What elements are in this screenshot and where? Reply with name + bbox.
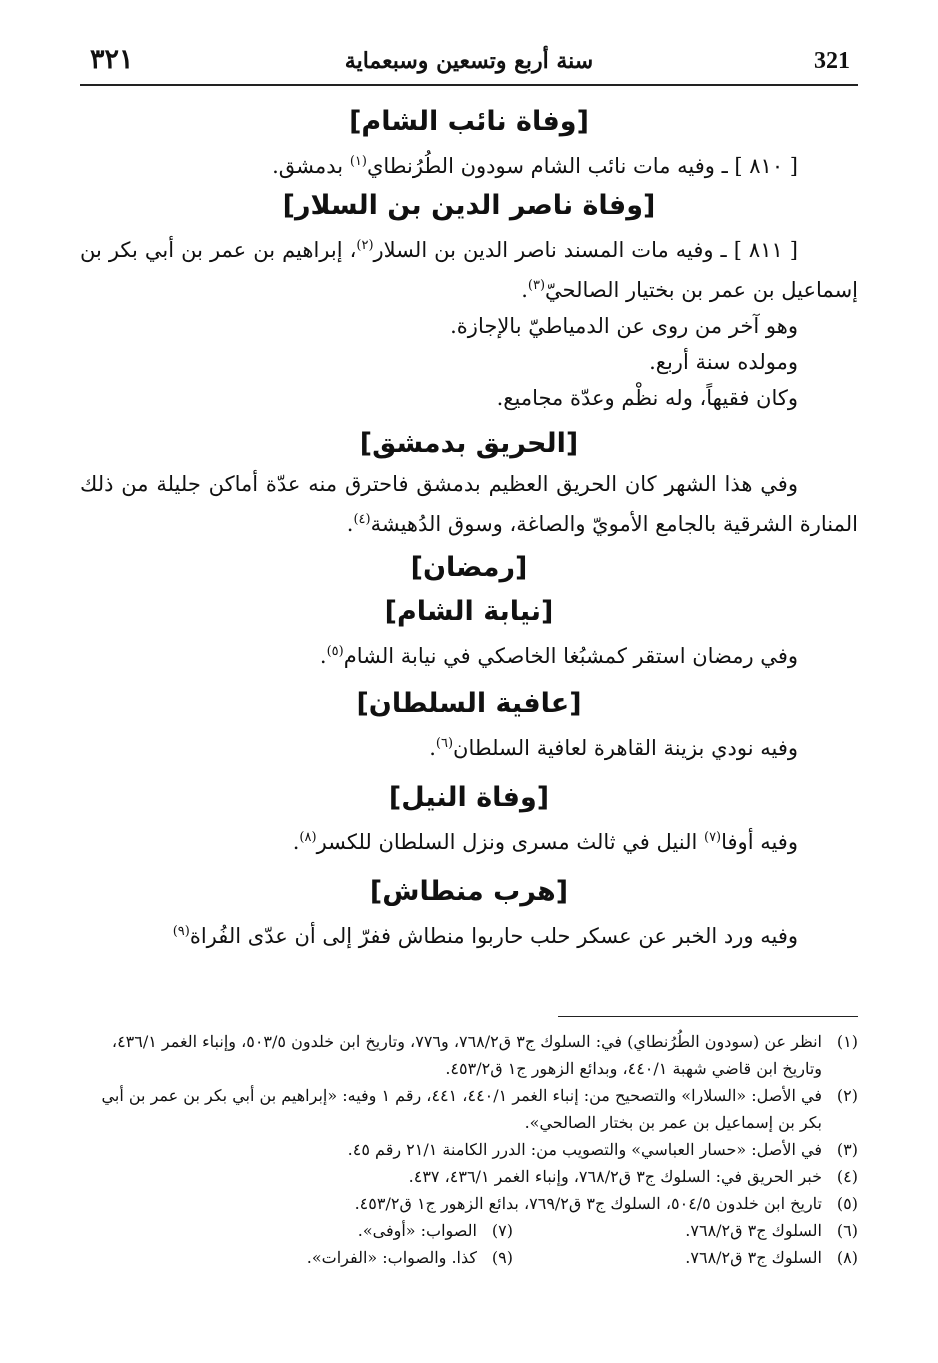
main-text (80, 100, 858, 954)
footnote-ref[interactable]: (٨) (299, 830, 317, 845)
footnote: (٤) خبر الحريق في: السلوك ج٣ ق٧٦٨/٢، وإنباء الغمر ٤٣٦/١، ٤٣٧. (408, 1167, 858, 1186)
section-heading: [عافية السلطان] (356, 688, 582, 719)
page-number-arabic: ٣٢١ (90, 44, 134, 75)
paragraph: وفيه ورد الخبر عن عسكر حلب حاربوا منطاش ففرّ إلى أن عدّى الفُراة$^{(٩)}$ (172, 924, 798, 948)
paragraph: وفيه نودي بزينة القاهرة لعافية السلطان$^{(٦)}$. (429, 736, 798, 760)
footnote-ref[interactable]: (٢) (356, 238, 374, 253)
footnote-row (80, 1244, 858, 1271)
section-heading: [الحريق بدمشق] (359, 428, 579, 459)
paragraph: [ ٨١٠ ] ـ وفيه مات نائب الشام سودون الطُرُنطاي$^{(١)}$ بدمشق. (272, 154, 798, 178)
paragraph: [ ٨١١ ] ـ وفيه مات المسند ناصر الدين بن السلار$^{(٢)}$، إبراهيم بن عمر بن أبي بكر بن إسماعيل بن عمر بن بختيار الصالحيّ$^{(٣)}$. (80, 238, 858, 302)
footnote: (١) انظر عن (سودون الطُرُنطاي) في: السلوك ج٣ ق٧٦٨/٢، و٧٧٦، وتاريخ ابن خلدون ٥٠٣/٥، وإنباء الغمر ٤٣٦/١، وتاريخ ابن قاضي شهبة ٤٤٠/١، وبدائع الزهور ج١ ق٤٥٣/٢. (111, 1032, 858, 1078)
footnote-ref[interactable]: (١) (349, 154, 367, 169)
page-header (80, 40, 858, 86)
footnote: (٧) الصواب: «أوفى». (357, 1221, 513, 1240)
footnote-ref[interactable]: (٥) (326, 644, 344, 659)
section-heading: [وفاة النيل] (388, 782, 550, 813)
footnote-divider (558, 1016, 858, 1017)
footnote-ref[interactable]: (٣) (527, 278, 546, 293)
paragraph: وفيه أوفا$^{(٧)}$ النيل في ثالث مسرى ونزل السلطان للكسر$^{(٨)}$. (292, 830, 798, 854)
paragraph: وفي رمضان استقر كمشبُغا الخاصكي في نيابة الشام$^{(٥)}$. (319, 644, 798, 668)
paragraph: ومولده سنة أربع. (649, 350, 798, 374)
section-heading: [رمضان] (410, 552, 528, 583)
footnotes (80, 1028, 858, 1271)
footnote-row (80, 1217, 858, 1244)
page-number-latin: 321 (814, 48, 850, 74)
footnote: (٣) في الأصل: «حسار العباسي» والتصويب من: الدرر الكامنة ٢١/١ رقم ٤٥. (347, 1140, 858, 1159)
footnote: (٥) تاريخ ابن خلدون ٥٠٤/٥، السلوك ج٣ ق٧٦٩/٢، بدائع الزهور ج١ ق٤٥٣/٢. (354, 1194, 858, 1213)
paragraph: وكان فقيهاً، وله نظْم وعدّة مجاميع. (496, 386, 798, 410)
section-heading: [وفاة نائب الشام] (349, 106, 589, 137)
running-title: سنة أربع وتسعين وسبعماية (344, 48, 594, 74)
footnote-ref[interactable]: (٩) (172, 924, 190, 939)
footnote-ref[interactable]: (٤) (353, 512, 371, 527)
footnote-ref[interactable]: (٧) (703, 830, 722, 845)
section-heading: [وفاة ناصر الدين بن السلار] (282, 190, 656, 221)
section-heading: [نيابة الشام] (384, 596, 554, 627)
footnote: (٦) السلوك ج٣ ق٧٦٨/٢. (685, 1221, 858, 1240)
footnote: (٢) في الأصل: «السلارا» والتصحيح من: إنباء الغمر ٤٤٠/١، ٤٤١، رقم ١ وفيه: «إبراهيم بن أبي بكر بن عمر بن أبي بكر بن إسماعيل بن عمر بن بختار الصالحي». (101, 1086, 858, 1132)
footnote: (٨) السلوك ج٣ ق٧٦٨/٢. (685, 1248, 858, 1267)
section-heading: [هرب منطاش] (369, 876, 569, 907)
footnote-ref[interactable]: (٦) (435, 736, 454, 751)
footnote: (٩) كذا. والصواب: «الفرات». (306, 1248, 513, 1267)
paragraph: وفي هذا الشهر كان الحريق العظيم بدمشق فاحترق منه عدّة أماكن جليلة من ذلك المنارة الشرقية بالجامع الأمويّ والصاغة، وسوق الدُهيشة$^{(٤)}$. (80, 472, 858, 536)
paragraph: وهو آخر من روى عن الدمياطيّ بالإجازة. (450, 314, 798, 338)
